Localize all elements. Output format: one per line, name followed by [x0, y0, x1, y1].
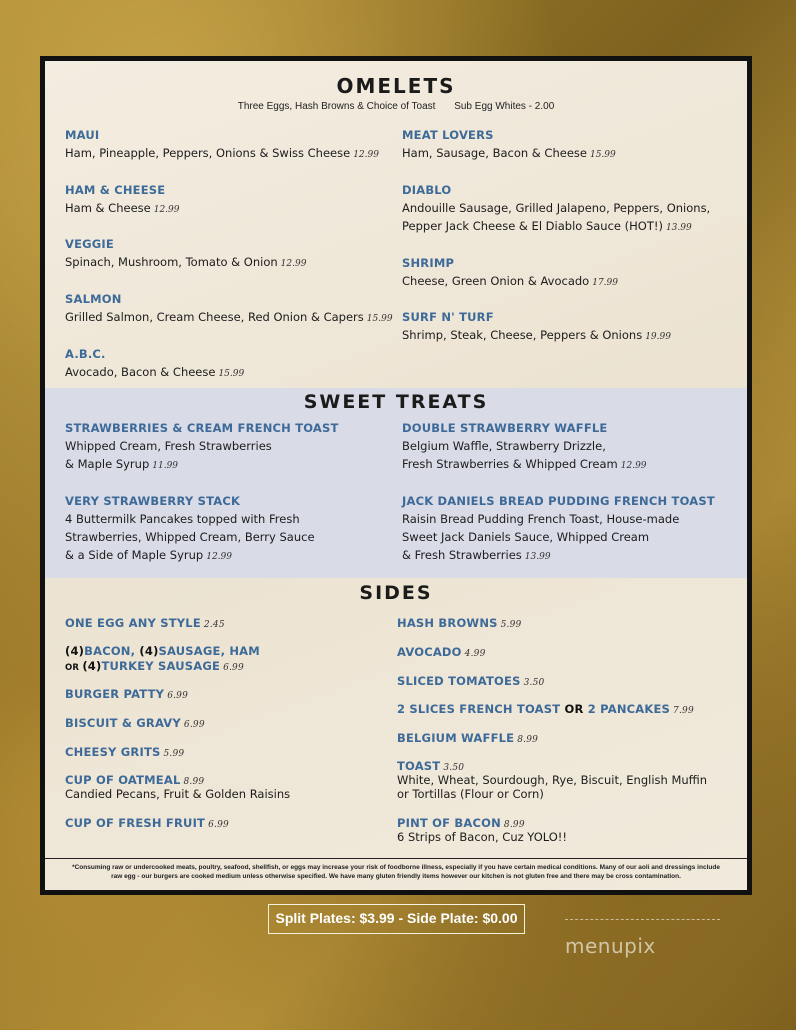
- item-price: 13.99: [665, 223, 692, 233]
- menu-item: [65, 237, 306, 273]
- item-name: SALMON: [65, 292, 122, 306]
- item-price: 8.99: [183, 777, 205, 787]
- side-item: [397, 702, 694, 716]
- item-price: 12.99: [353, 150, 379, 160]
- desc-text: White, Wheat, Sourdough, Rye, Biscuit, English Muffin: [397, 773, 708, 787]
- item-price: 11.99: [152, 461, 179, 471]
- item-price: 6.99: [223, 663, 244, 673]
- item-price: 8.99: [503, 820, 525, 830]
- or-label: OR: [560, 702, 588, 716]
- side-item: [65, 716, 205, 730]
- count-label: (4): [82, 659, 102, 673]
- side-item: [65, 816, 229, 830]
- item-name: SAUSAGE, HAM: [158, 644, 260, 658]
- item-name: SHRIMP: [402, 256, 455, 270]
- item-price: 5.99: [163, 749, 185, 759]
- desc-text: Cheese, Green Onion & Avocado: [402, 274, 590, 288]
- item-name: MEAT LOVERS: [402, 128, 494, 142]
- item-price: 8.99: [517, 735, 539, 745]
- item-price: 15.99: [589, 150, 616, 160]
- omelets-title: OMELETS: [336, 74, 456, 98]
- menu-paper: [45, 61, 747, 890]
- side-item: [397, 759, 707, 801]
- desc-text: 4 Buttermilk Pancakes topped with Fresh: [65, 512, 300, 526]
- desc-text: Avocado, Bacon & Cheese: [65, 365, 216, 379]
- desc-text: & Fresh Strawberries: [402, 548, 522, 562]
- watermark-divider: [565, 919, 720, 920]
- side-item: [65, 773, 290, 801]
- desc-text: Sweet Jack Daniels Sauce, Whipped Cream: [402, 530, 650, 544]
- item-name: TURKEY SAUSAGE: [101, 659, 221, 673]
- item-name: 2 SLICES FRENCH TOAST: [397, 702, 561, 716]
- item-price: 12.99: [280, 259, 307, 269]
- item-desc: [397, 773, 707, 801]
- item-price: 7.99: [673, 706, 694, 716]
- item-price: 12.99: [620, 461, 647, 471]
- item-price: 3.50: [443, 763, 465, 773]
- count-label: (4): [139, 644, 159, 658]
- desc-text: Pepper Jack Cheese & El Diablo Sauce (HOT!): [402, 219, 663, 233]
- side-item: [397, 616, 521, 630]
- item-name: A.B.C.: [65, 347, 106, 361]
- menu-item: [402, 421, 647, 475]
- item-name: HASH BROWNS: [397, 616, 498, 630]
- omelets-sub-left: Three Eggs, Hash Browns & Choice of Toast: [237, 101, 436, 112]
- item-price: 15.99: [218, 369, 245, 379]
- item-price: 6.99: [183, 720, 205, 730]
- side-item: [65, 745, 184, 759]
- item-name: SLICED TOMATOES: [397, 674, 521, 688]
- menu-card: [40, 56, 752, 895]
- item-name: HAM & CHEESE: [65, 183, 166, 197]
- item-name: PINT OF BACON: [397, 816, 501, 830]
- desc-text: Andouille Sausage, Grilled Jalapeno, Peppers, Onions,: [402, 201, 711, 215]
- item-desc: [65, 253, 306, 273]
- item-name: ONE EGG ANY STYLE: [65, 616, 201, 630]
- menu-item: [65, 128, 379, 164]
- item-desc: [402, 272, 618, 292]
- desc-text: Ham, Sausage, Bacon & Cheese: [402, 146, 587, 160]
- menu-item: [402, 183, 710, 237]
- item-name: VEGGIE: [65, 237, 114, 251]
- sweet-treats-title: SWEET TREATS: [303, 391, 489, 413]
- desc-text: Spinach, Mushroom, Tomato & Onion: [65, 255, 278, 269]
- item-name: CUP OF OATMEAL: [65, 773, 181, 787]
- side-item: [397, 645, 486, 659]
- item-desc: [402, 437, 647, 475]
- item-name: CHEESY GRITS: [65, 745, 161, 759]
- menu-item: [65, 292, 393, 328]
- item-desc: [65, 308, 393, 328]
- item-price: 2.45: [203, 620, 225, 630]
- disclaimer-line: *Consuming raw or undercooked meats, poultry, seafood, shellfish, or eggs may increase your risk of foodborne illness, especially if you have certain medical conditions. Many of our aoli and dressings include: [72, 864, 720, 871]
- item-name: JACK DANIELS BREAD PUDDING FRENCH TOAST: [402, 494, 715, 508]
- item-desc: [65, 144, 379, 164]
- desc-text: & a Side of Maple Syrup: [65, 548, 204, 562]
- side-item: [397, 731, 538, 745]
- item-price: 12.99: [153, 205, 180, 215]
- desc-text: Grilled Salmon, Cream Cheese, Red Onion & Capers: [65, 310, 364, 324]
- item-desc: [402, 326, 671, 346]
- item-desc: [402, 144, 616, 164]
- menu-item: [402, 128, 616, 164]
- omelets-subline: [45, 101, 747, 112]
- desc-text: Ham & Cheese: [65, 201, 151, 215]
- item-desc: [65, 199, 179, 219]
- menu-item: [65, 183, 179, 219]
- menu-item: [65, 494, 315, 566]
- watermark-logo: menupix: [565, 934, 656, 958]
- desc-text: Fresh Strawberries & Whipped Cream: [402, 457, 618, 471]
- item-desc: [402, 199, 710, 237]
- side-item: [397, 674, 544, 688]
- desc-text: & Maple Syrup: [65, 457, 150, 471]
- desc-text: Strawberries, Whipped Cream, Berry Sauce: [65, 530, 315, 544]
- item-price: 5.99: [500, 620, 522, 630]
- disclaimer-line: raw egg - our burgers are cooked medium unless otherwise specified. We have many gluten friendly items however our kitchen is not gluten free and there may be cross contamination.: [111, 873, 681, 880]
- side-item: [65, 687, 188, 701]
- item-name: TOAST: [397, 759, 441, 773]
- item-price: 17.99: [592, 278, 618, 288]
- side-item: [65, 616, 225, 630]
- sides-title: SIDES: [359, 582, 433, 604]
- item-price: 6.99: [167, 691, 189, 701]
- item-price: 12.99: [206, 552, 232, 562]
- item-price: 6.99: [208, 820, 229, 830]
- item-desc: [65, 437, 339, 475]
- item-name: 2 PANCAKES: [587, 702, 671, 716]
- menu-item: [402, 256, 618, 292]
- desc-text: Belgium Waffle, Strawberry Drizzle,: [402, 439, 606, 453]
- item-price: 3.50: [523, 678, 545, 688]
- desc-text: Whipped Cream, Fresh Strawberries: [65, 439, 272, 453]
- disclaimer: [45, 858, 747, 890]
- item-desc: [65, 510, 315, 566]
- side-item: [65, 644, 260, 676]
- item-desc: Candied Pecans, Fruit & Golden Raisins: [65, 787, 291, 801]
- split-plates-box: Split Plates: $3.99 - Side Plate: $0.00: [268, 904, 525, 934]
- desc-text: Raisin Bread Pudding French Toast, House-made: [402, 512, 680, 526]
- omelets-sub-right: Sub Egg Whites - 2.00: [454, 101, 555, 112]
- desc-text: Ham, Pineapple, Peppers, Onions & Swiss Cheese: [65, 146, 351, 160]
- item-price: 4.99: [464, 649, 486, 659]
- item-price: 13.99: [524, 552, 551, 562]
- item-name: BURGER PATTY: [65, 687, 165, 701]
- item-name: SURF N' TURF: [402, 310, 494, 324]
- menu-item: [402, 494, 715, 566]
- item-price: 19.99: [645, 332, 671, 342]
- menu-item: [402, 310, 671, 346]
- side-item: [397, 816, 567, 844]
- desc-text: or Tortillas (Flour or Corn): [397, 787, 544, 801]
- item-name: BACON,: [84, 644, 140, 658]
- or-label: OR: [65, 663, 83, 673]
- item-name: BISCUIT & GRAVY: [65, 716, 181, 730]
- item-desc: 6 Strips of Bacon, Cuz YOLO!!: [397, 830, 568, 844]
- menu-item: [65, 421, 339, 475]
- item-desc: [402, 510, 715, 566]
- item-name: DOUBLE STRAWBERRY WAFFLE: [402, 421, 608, 435]
- item-name: MAUI: [65, 128, 100, 142]
- item-name: DIABLO: [402, 183, 452, 197]
- desc-text: Shrimp, Steak, Cheese, Peppers & Onions: [402, 328, 643, 342]
- item-name: BELGIUM WAFFLE: [397, 731, 515, 745]
- item-name: STRAWBERRIES & CREAM FRENCH TOAST: [65, 421, 339, 435]
- item-desc: [65, 363, 244, 383]
- item-price: 15.99: [366, 314, 393, 324]
- count-label: (4): [65, 644, 85, 658]
- menu-item: [65, 347, 244, 383]
- item-name: VERY STRAWBERRY STACK: [65, 494, 241, 508]
- item-name: AVOCADO: [397, 645, 462, 659]
- item-name: CUP OF FRESH FRUIT: [65, 816, 206, 830]
